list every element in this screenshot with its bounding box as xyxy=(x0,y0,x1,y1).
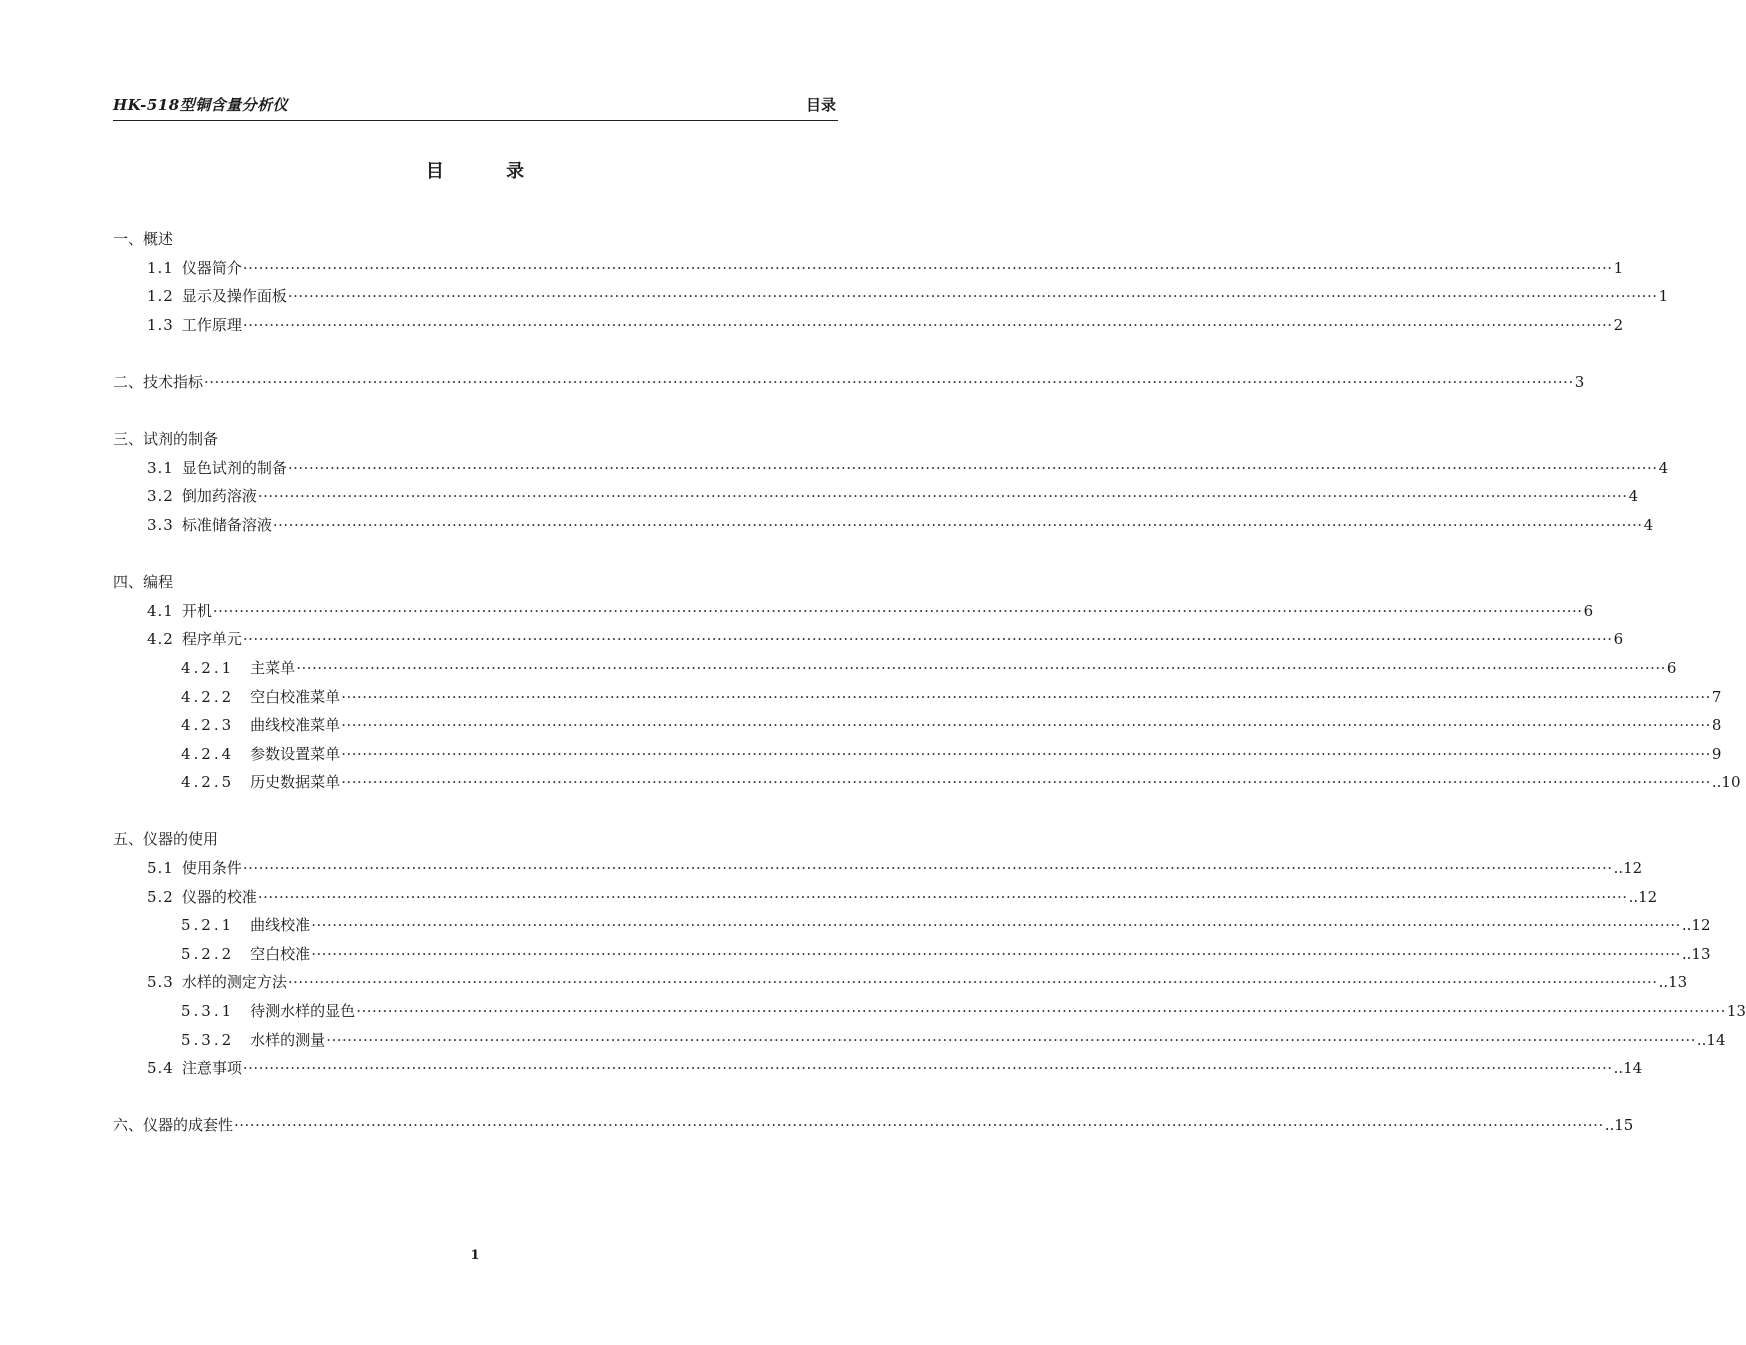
toc-entry-label: 程序单元 xyxy=(181,630,242,649)
toc-section xyxy=(113,568,1741,797)
dot-leader: ···································································································································································································································································· xyxy=(356,1002,1726,1021)
dot-leader: ···································································································································································································································································· xyxy=(204,372,1574,391)
toc-section xyxy=(113,825,1746,1082)
toc-entry-label: 四、编程 xyxy=(113,573,174,592)
toc-entry-label: 历史数据菜单 xyxy=(250,773,341,792)
toc-entry-page: 4 xyxy=(1658,458,1669,477)
toc-entry-label: 六、仪器的成套性 xyxy=(113,1116,234,1135)
toc-entry[interactable] xyxy=(113,740,1722,769)
header-section-name: 目录 xyxy=(805,96,836,114)
dot-leader: ···································································································································································································································································· xyxy=(341,687,1711,706)
toc-entry-page: 4 xyxy=(1628,487,1639,506)
toc-entry[interactable] xyxy=(113,1026,1726,1055)
toc-entry-number: 5.2.1 xyxy=(181,916,235,935)
toc-entry[interactable] xyxy=(113,311,1624,340)
toc-entry-number: 4.1 xyxy=(147,601,174,620)
toc-entry-page: ..13 xyxy=(1681,944,1711,963)
toc-entry-number: 5.3 xyxy=(147,973,174,992)
toc-entry[interactable] xyxy=(113,225,833,254)
toc-entry-number: 3.1 xyxy=(147,458,174,477)
toc-entry[interactable] xyxy=(113,368,1585,397)
toc-entry-label: 显色试剂的制备 xyxy=(181,458,287,477)
toc-entry-label: 工作原理 xyxy=(181,315,242,334)
toc-entry[interactable] xyxy=(113,711,1722,740)
toc-entry-label: 待测水样的显色 xyxy=(250,1002,356,1021)
dot-leader: ···································································································································································································································································· xyxy=(287,973,1658,992)
page-header xyxy=(113,92,838,121)
toc-entry-label: 空白校准菜单 xyxy=(250,687,341,706)
toc-entry-page: 7 xyxy=(1711,687,1722,706)
dot-leader: ···································································································································································································································································· xyxy=(287,458,1658,477)
dot-leader: ···································································································································································································································································· xyxy=(311,916,1681,935)
toc-entry-number: 4.2.1 xyxy=(181,658,235,677)
dot-leader: ···································································································································································································································································· xyxy=(257,487,1628,506)
toc-entry-page: ..15 xyxy=(1604,1116,1634,1135)
toc-section xyxy=(113,425,1669,539)
toc-entry-label: 曲线校准 xyxy=(250,916,311,935)
toc-entry-page: 4 xyxy=(1643,515,1654,534)
toc-entry-number: 4.2.5 xyxy=(181,773,235,792)
dot-leader: ···································································································································································································································································· xyxy=(311,944,1681,963)
toc-entry[interactable] xyxy=(113,597,1594,626)
toc-entry-page: 6 xyxy=(1583,601,1594,620)
toc-entry-page: ..10 xyxy=(1711,773,1741,792)
toc-entry-label: 开机 xyxy=(181,601,212,620)
dot-leader: ···································································································································································································································································· xyxy=(341,773,1711,792)
toc-entry[interactable] xyxy=(113,940,1711,969)
toc-title: 目 录 xyxy=(425,161,553,182)
dot-leader: ···································································································································································································································································· xyxy=(242,1059,1613,1078)
toc-entry-number: 1.2 xyxy=(147,287,174,306)
dot-leader: ···································································································································································································································································· xyxy=(326,1030,1696,1049)
dot-leader: ···································································································································································································································································· xyxy=(272,515,1643,534)
toc-entry-number: 4.2 xyxy=(147,630,174,649)
toc-entry-label: 倒加药溶液 xyxy=(181,487,257,506)
toc-entry-label: 仪器简介 xyxy=(181,258,242,277)
toc-entry-page: ..14 xyxy=(1613,1059,1643,1078)
dot-leader: ···································································································································································································································································· xyxy=(257,887,1628,906)
toc-entry-number: 5.3.2 xyxy=(181,1030,235,1049)
toc-entry-page: ..14 xyxy=(1696,1030,1726,1049)
toc-entry-number: 5.1 xyxy=(147,859,174,878)
toc-entry-label: 标准储备溶液 xyxy=(181,515,272,534)
toc-entry-label: 空白校准 xyxy=(250,944,311,963)
toc-entry-number: 1.3 xyxy=(147,315,174,334)
toc-entry[interactable] xyxy=(113,997,1746,1026)
toc-entry[interactable] xyxy=(113,968,1688,997)
toc-entry-page: 2 xyxy=(1613,315,1624,334)
toc-entry-page: 13 xyxy=(1726,1002,1746,1021)
toc-entry-page: 3 xyxy=(1574,372,1585,391)
toc-entry-label: 水样的测定方法 xyxy=(181,973,287,992)
toc-entry[interactable] xyxy=(113,1054,1643,1083)
toc-entry[interactable] xyxy=(113,883,1658,912)
toc-entry-label: 曲线校准菜单 xyxy=(250,716,341,735)
dot-leader: ···································································································································································································································································· xyxy=(242,859,1613,878)
toc-entry-label: 一、概述 xyxy=(113,230,174,248)
toc-entry-label: 五、仪器的使用 xyxy=(113,830,219,849)
toc-entry-label: 主菜单 xyxy=(250,658,296,677)
dot-leader: ···································································································································································································································································· xyxy=(242,258,1613,277)
table-of-contents xyxy=(113,225,1746,1169)
dot-leader: ···································································································································································································································································· xyxy=(212,601,1583,620)
toc-entry-label: 参数设置菜单 xyxy=(250,744,341,763)
toc-entry-number: 3.2 xyxy=(147,487,174,506)
toc-entry[interactable] xyxy=(113,511,1654,540)
page-number: 1 xyxy=(470,1248,480,1263)
dot-leader: ···································································································································································································································································· xyxy=(341,716,1711,735)
dot-leader: ···································································································································································································································································· xyxy=(242,630,1613,649)
toc-entry[interactable] xyxy=(113,683,1722,712)
toc-section xyxy=(113,225,1669,339)
toc-entry[interactable] xyxy=(113,654,1677,683)
toc-section xyxy=(113,368,1585,397)
toc-entry-number: 4.2.2 xyxy=(181,687,235,706)
toc-entry-page: ..12 xyxy=(1681,916,1711,935)
dot-leader: ···································································································································································································································································· xyxy=(296,658,1666,677)
toc-entry-label: 二、技术指标 xyxy=(113,372,204,391)
toc-entry[interactable] xyxy=(113,282,1669,311)
toc-entry[interactable] xyxy=(113,625,1624,654)
toc-entry[interactable] xyxy=(113,568,833,597)
toc-entry-number: 3.3 xyxy=(147,515,174,534)
toc-entry-label: 注意事项 xyxy=(181,1059,242,1078)
toc-entry[interactable] xyxy=(113,254,1624,283)
toc-entry[interactable] xyxy=(113,1111,1634,1140)
toc-entry[interactable] xyxy=(113,911,1711,940)
dot-leader: ···································································································································································································································································· xyxy=(234,1116,1604,1135)
toc-entry-label: 使用条件 xyxy=(181,859,242,878)
dot-leader: ···································································································································································································································································· xyxy=(341,744,1711,763)
toc-entry-number: 5.3.1 xyxy=(181,1002,235,1021)
toc-entry-page: 9 xyxy=(1711,744,1722,763)
toc-section xyxy=(113,1111,1634,1140)
toc-entry-label: 三、试剂的制备 xyxy=(113,430,219,449)
toc-entry-page: 6 xyxy=(1613,630,1624,649)
dot-leader: ···································································································································································································································································· xyxy=(287,287,1658,306)
dot-leader: ···································································································································································································································································· xyxy=(242,315,1613,334)
toc-entry-number: 4.2.4 xyxy=(181,744,235,763)
toc-entry-number: 1.1 xyxy=(147,258,174,277)
document-title: HK-518型铜含量分析仪 xyxy=(113,96,289,114)
toc-entry-number: 5.4 xyxy=(147,1059,174,1078)
toc-entry[interactable] xyxy=(113,768,1741,797)
toc-entry-page: ..13 xyxy=(1658,973,1688,992)
toc-entry-page: 1 xyxy=(1658,287,1669,306)
toc-entry[interactable] xyxy=(113,825,833,854)
toc-entry-page: ..12 xyxy=(1613,859,1643,878)
toc-entry-label: 显示及操作面板 xyxy=(181,287,287,306)
toc-entry-number: 4.2.3 xyxy=(181,716,235,735)
toc-entry-number: 5.2 xyxy=(147,887,174,906)
toc-entry-page: 6 xyxy=(1666,658,1677,677)
toc-entry[interactable] xyxy=(113,425,833,454)
toc-entry[interactable] xyxy=(113,454,1669,483)
toc-entry-number: 5.2.2 xyxy=(181,944,235,963)
toc-entry-page: 8 xyxy=(1711,716,1722,735)
toc-entry-page: 1 xyxy=(1613,258,1624,277)
toc-entry-label: 仪器的校准 xyxy=(181,887,257,906)
toc-entry-page: ..12 xyxy=(1628,887,1658,906)
toc-entry[interactable] xyxy=(113,854,1643,883)
toc-entry[interactable] xyxy=(113,482,1639,511)
toc-entry-label: 水样的测量 xyxy=(250,1030,326,1049)
